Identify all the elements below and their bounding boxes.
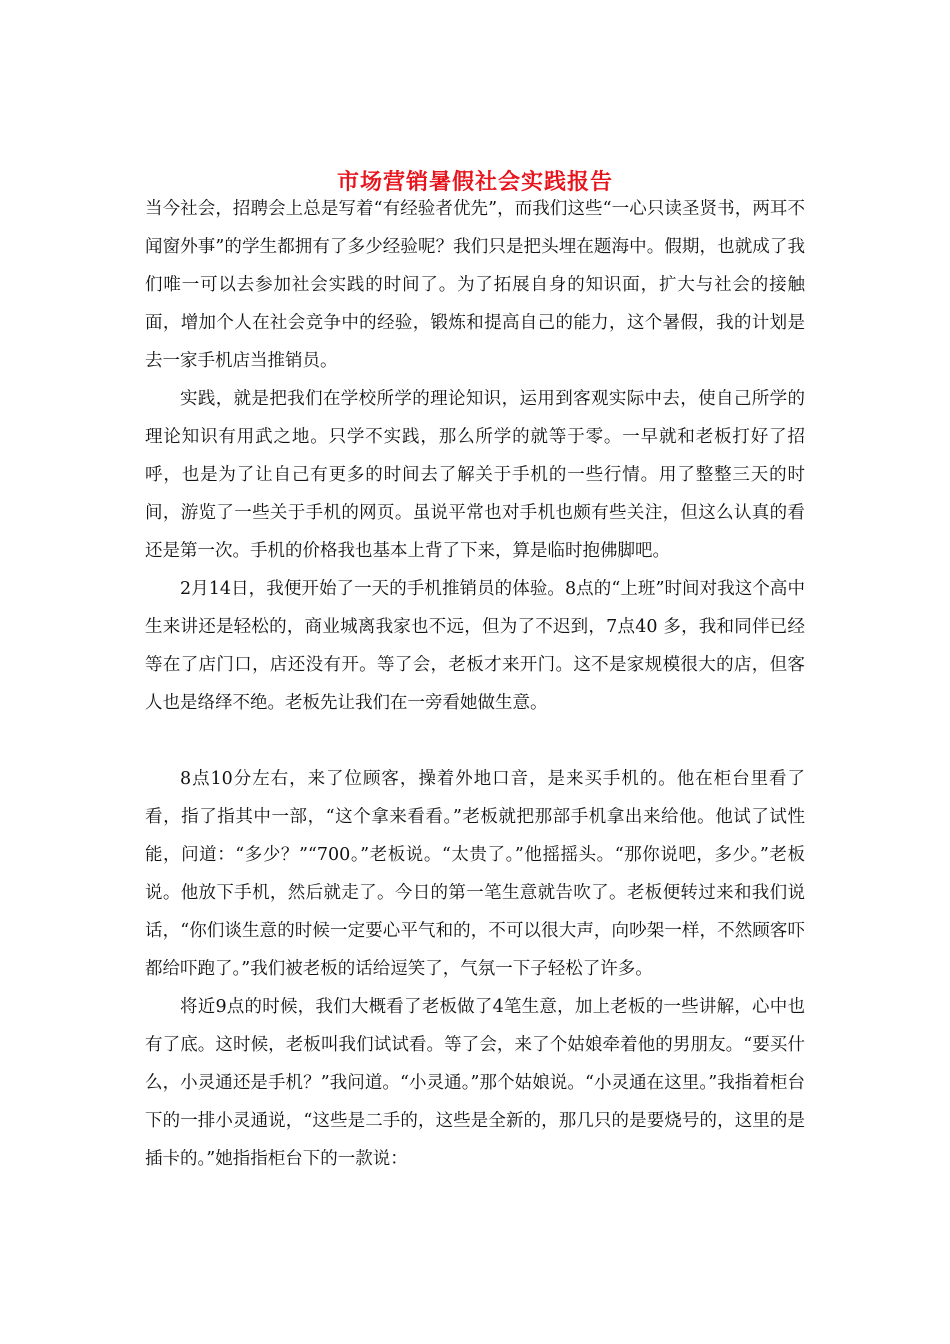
paragraph-trying-sales: 将近9点的时候，我们大概看了老板做了4笔生意，加上老板的一些讲解，心中也有了底。这时候，老板叫我们试试看。等了会，来了个姑娘牵着他的男朋友。“要买什么，小灵通还是手机？”我问道。“小灵通。”那个姑娘说。“小灵通在这里。”我指着柜台下的一排小灵通说，“这些是二手的，这些是全新的，那几只的是要烧号的，这里的是插卡的。”她指指柜台下的一款说： [145,997,805,1169]
document-body [145,190,805,1178]
paragraph-first-customer: 8点10分左右，来了位顾客，操着外地口音，是来买手机的。他在柜台里看了看，指了指其中一部，“这个拿来看看。”老板就把那部手机拿出来给他。他试了试性能，问道：“多少？”“700。”老板说。“太贵了。”他摇摇头。“那你说吧，多少。”老板说。他放下手机，然后就走了。今日的第一笔生意就告吹了。老板便转过来和我们说话，“你们谈生意的时候一定要心平气和的，不可以很大声，向吵架一样，不然顾客吓都给吓跑了。”我们被老板的话给逗笑了，气氛一下子轻松了许多。 [145,769,805,979]
paragraph-first-day: 2月14日，我便开始了一天的手机推销员的体验。8点的“上班”时间对我这个高中生来讲还是轻松的，商业城离我家也不远，但为了不迟到，7点40 多，我和同伴已经等在了店门口，店还没有开。等了会，老板才来开门。这不是家规模很大的店，但客人也是络绎不绝。老板先让我们在一旁看她做生意。 [145,579,805,713]
paragraph-practice: 实践，就是把我们在学校所学的理论知识，运用到客观实际中去，使自己所学的理论知识有用武之地。只学不实践，那么所学的就等于零。一早就和老板打好了招呼，也是为了让自己有更多的时间去了解关于手机的一些行情。用了整整三天的时间，游览了一些关于手机的网页。虽说平常也对手机也颇有些关注，但这么认真的看还是第一次。手机的价格我也基本上背了下来，算是临时抱佛脚吧。 [145,389,805,561]
paragraph-spacer [145,722,805,760]
paragraph-intro: 当今社会，招聘会上总是写着“有经验者优先”，而我们这些“一心只读圣贤书，两耳不闻窗外事”的学生都拥有了多少经验呢？我们只是把头埋在题海中。假期，也就成了我们唯一可以去参加社会实践的时间了。为了拓展自身的知识面，扩大与社会的接触面，增加个人在社会竞争中的经验，锻炼和提高自己的能力，这个暑假，我的计划是去一家手机店当推销员。 [145,199,805,371]
document-title: 市场营销暑假社会实践报告 [336,168,613,195]
